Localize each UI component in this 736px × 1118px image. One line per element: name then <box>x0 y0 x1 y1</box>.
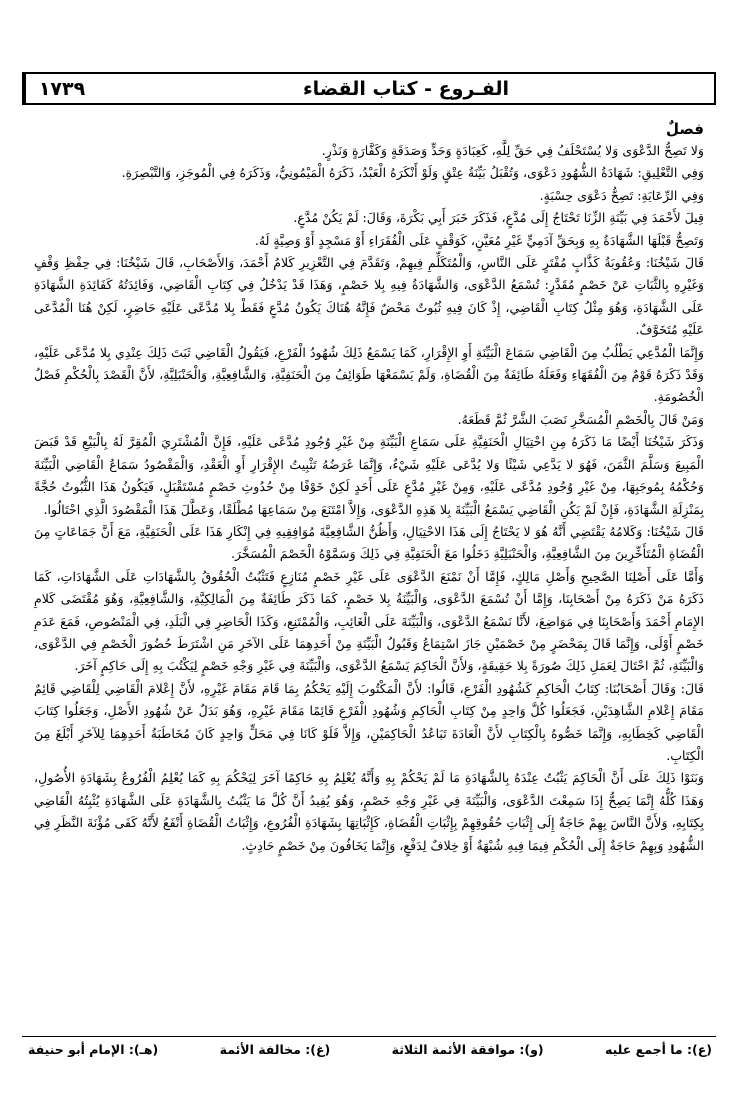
paragraph: قَالَ شَيْخُنَا: وَعُقُوبَةُ كَذَّابٍ مُفْتَرٍ عَلَى النَّاسِ، وَالْمُتَكَلِّمِ فِيهِمْ، وَتَقَدَّمَ فِي التَّعْزِيرِ كَلامُ أَحْمَدَ، وَالأَصْحَابِ، قَالَ شَيْخُنَا: فِي حِفْظِ وَقْفٍ وَغَيْرِهِ بِالثَّبَاتِ عَنْ خَصْمٍ مُقَدَّرٍ: تُسْمَعُ الدَّعْوَى، وَالشَّهَادَةُ فِيهِ بِلا خَصْمٍ، وَهَذَا قَدْ يَدْخُلُ فِي كِتَابِ الْقَاضِي، وَفَائِدَتُهُ كَفَائِدَةِ الشَّهَادَةِ عَلَى الشَّهَادَةِ، وَهُوَ مِثْلُ كِتَابِ الْقَاضِي، إِذْ كَانَ فِيهِ ثُبُوتٌ مَحْضٌ فَإِنَّهُ هُنَاكَ يَكُونُ مُدَّعٍ فَقَطْ بِلا مُدَّعًى عَلَيْهِ حَاضِرٍ، لَكِنْ هُنَا الْمُدَّعَى عَلَيْهِ مُتَخَوَّفٌ. <box>34 255 704 338</box>
paragraph: وَمَنْ قَالَ بِالْخَصْمِ الْمُسَخَّرِ نَصَبَ الشَّرَّ ثُمَّ قَطَعَهُ. <box>457 411 704 427</box>
paragraph: قِيلَ لأَحْمَدَ فِي بَيِّنَةِ الزِّنَا تَحْتَاجُ إِلَى مُدَّعٍ، فَذَكَرَ خَبَرَ أَبِي بَكْرَةَ، وَقَالَ: لَمْ يَكُنْ مُدَّعٍ. <box>293 210 704 226</box>
legend-ghain: (غ): مخالفة الأئمة <box>219 1042 331 1057</box>
legend-ain: (ع): ما أجمع عليه <box>605 1042 712 1057</box>
paragraph: وَفِي الرِّعَايَةِ: تَصِحُّ دَعْوَى حِسْبَةٍ. <box>539 187 704 203</box>
paragraph: وَأَمَّا عَلَى أَصْلِنَا الصَّحِيحِ وَأَصْلِ مَالِكٍ، فَإِمَّا أَنْ نَمْنَعَ الدَّعْوَى عَلَى غَيْرِ خَصْمٍ مُنَازِعٍ فَتَثْبُتُ الْحُقُوقُ بِالشَّهَادَاتِ عَلَى الشَّهَادَاتِ، كَمَا ذَكَرَهُ مَنْ ذَكَرَهُ مِنْ أَصْحَابِنَا، وَإِمَّا أَنْ تُسْمَعَ الدَّعْوَى، وَالْبَيِّنَةُ بِلا خَصْمٍ، كَمَا ذَكَرَ طَائِفَةٌ مِنَ الْمَالِكِيَّةِ، وَالشَّافِعِيَّةِ، وَهُوَ مُقْتَضَى كَلامِ الإِمَامِ أَحْمَدَ وَأَصْحَابِنَا فِي مَوَاضِعَ، لأَنَّا نَسْمَعُ الدَّعْوَى، وَالْبَيِّنَةَ عَلَى الْغَائِبِ، وَالْمُمْتَنِعِ، وَكَذَا الْحَاضِرِ فِي الْبَلَدِ، فِي الْمَنْصُوصِ، فَمَعَ عَدَمِ خَصْمٍ أَوْلَى، وَإِنَّمَا قَالَ بِمَحْضَرٍ مِنْ خَصْمَيْنِ جَازَ اسْتِمَاعُ وَقَبُولُ الْبَيِّنَةِ مِنْ أَحَدِهِمَا عَلَى الآخَرِ مَنِ اشْتَرَطَ حُضُورَ الْخَصْمِ فِي الدَّعْوَى، وَالْبَيِّنَةِ، ثُمَّ احْتَالَ لِعَمَلِ ذَلِكَ صُورَةً بِلا حَقِيقَةٍ، وَلأَنَّ الْحَاكِمَ يَسْمَعُ الدَّعْوَى، وَالْبَيِّنَةَ فِي غَيْرِ وَجْهِ خَصْمٍ لِيَكْتُبَ بِهِ إِلَى حَاكِمٍ آخَرَ. <box>34 568 704 674</box>
legend-ha: (هـ): الإمام أبو حنيفة <box>28 1042 159 1057</box>
body-text <box>34 118 704 857</box>
paragraph: وَتَصِحُّ قَبْلَهَا الشَّهَادَةُ بِهِ وَبِحَقِّ آدَمِيٍّ غَيْرِ مُعَيَّنٍ، كَوَقْفٍ عَلَى الْفُقَرَاءِ أَوْ مَسْجِدٍ أَوْ وَصِيَّةٍ لَهُ. <box>254 232 704 248</box>
footer-legend <box>28 1042 712 1057</box>
paragraph: وَإِنَّمَا الْمُدَّعِي يَطْلُبُ مِنَ الْقَاضِي سَمَاعَ الْبَيِّنَةِ أَوِ الإِقْرَارِ، كَمَا يَسْمَعُ ذَلِكَ شُهُودُ الْفَرْعِ، فَيَقُولُ الْقَاضِي ثَبَتَ ذَلِكَ عِنْدِي بِلا مُدَّعًى عَلَيْهِ، وَقَدْ ذَكَرَهُ قَوْمٌ مِنَ الْفُقَهَاءِ وَفَعَلَهُ طَائِفَةٌ مِنَ الْقُضَاةِ، وَلَمْ يَسْمَعْهَا طَوَائِفُ مِنَ الْحَنَفِيَّةِ، وَالشَّافِعِيَّةِ، وَالْحَنْبَلِيَّةِ، لأَنَّ الْقَصْدَ بِالْحُكْمِ فَصْلُ الْخُصُومَةِ. <box>34 344 704 405</box>
paragraph: قَالَ شَيْخُنَا: وَكَلامُهُ يَقْتَضِي أَنَّهُ هُوَ لا يَحْتَاجُ إِلَى هَذَا الاحْتِيَالِ، وَأَظُنُّ الشَّافِعِيَّةَ مُوَافِقِيهِ فِي إِنْكَارِ هَذَا عَلَى الْحَنَفِيَّةِ، مَعَ أَنَّ جَمَاعَاتٍ مِنَ الْقُضَاةِ الْمُتَأَخِّرِينَ مِنَ الشَّافِعِيَّةِ، وَالْحَنْبَلِيَّةِ دَخَلُوا مَعَ الْحَنَفِيَّةِ فِي ذَلِكَ وَسَمَّوْهُ الْخَصْمَ الْمُسَخَّرَ. <box>34 523 704 562</box>
paragraph: وَذَكَرَ شَيْخُنَا أَيْضًا مَا ذَكَرَهُ مِنِ احْتِيَالِ الْحَنَفِيَّةِ عَلَى سَمَاعِ الْبَيِّنَةِ مِنْ غَيْرِ وُجُودِ مُدَّعًى عَلَيْهِ، فَإِنَّ الْمُشْتَرِيَ الْمُقِرَّ لَهُ بِالْبَيْعِ قَدْ قَبَضَ الْمَبِيعَ وَسَلَّمَ الثَّمَنَ، فَهُوَ لا يَدَّعِي شَيْئًا وَلا يُدَّعَى عَلَيْهِ شَيْءٌ، وَإِنَّمَا غَرَضُهُ تَثْبِيتُ الإِقْرَارِ أَوِ الْعَقْدِ، وَالْمَقْصُودُ سَمَاعُ الْقَاضِي الْبَيِّنَةَ وَحُكْمُهُ بِمُوجَبِهَا، مِنْ غَيْرِ وُجُودِ مُدَّعًى عَلَيْهِ، وَمِنْ غَيْرِ مُدَّعٍ عَلَى أَحَدٍ لَكِنْ خَوْفًا مِنْ حُدُوثِ خَصْمٍ مُسْتَقْبَلٍ، فَيَكُونُ هَذَا الثُّبُوتُ حُجَّةً بِمَنْزِلَةِ الشَّهَادَةِ، فَإِنْ لَمْ يَكُنِ الْقَاضِي يَسْمَعُ الْبَيِّنَةَ بِلا هَذِهِ الدَّعْوَى، وَإِلاَّ امْتَنَعَ مِنْ سَمَاعِهَا مُطْلَقًا، وَعَطَّلَ هَذَا الْمَقْصُودَ الَّذِي احْتَالُوا. <box>34 434 704 517</box>
page-number: ١٧٣٩ <box>24 74 98 103</box>
section-title: فصلٌ <box>666 120 704 138</box>
header-title: الفـروع - كتاب القضاء <box>302 77 510 100</box>
paragraph: وَلا تَصِحُّ الدَّعْوَى وَلا يُسْتَحْلَفُ فِي حَقِّ لِلَّهِ، كَعِبَادَةٍ وَحَدٍّ وَصَدَقَةٍ وَكَفَّارَةٍ وَنَذْرٍ. <box>321 143 704 158</box>
paragraph: وَفِي التَّعْلِيقِ: شَهَادَةُ الشُّهُودِ دَعْوَى، وَتُقْبَلُ بَيِّنَةُ عِتْقٍ وَلَوْ أَنْكَرَهُ الْعَبْدُ، ذَكَرَهُ الْمَيْمُونِيُّ، وَذَكَرَهُ فِي الْمُوجَزِ، وَالتَّبْصِرَةِ. <box>121 165 704 181</box>
paragraph: وَبَنَوْا ذَلِكَ عَلَى أَنَّ الْحَاكِمَ يَثْبُتُ عِنْدَهُ بِالشَّهَادَةِ مَا لَمْ يَحْكُمْ بِهِ وَأَنَّهُ يُعْلِمُ بِهِ حَاكِمًا آخَرَ لِيَحْكُمَ بِهِ كَمَا يُعْلِمُ الْفُرُوعُ بِشَهَادَةِ الأُصُولِ، وَهَذَا كُلُّهُ إِنَّمَا يَصِحُّ إِذَا سَمِعْتَ الدَّعْوَى، وَالْبَيِّنَةَ فِي غَيْرِ وَجْهِ خَصْمٍ، وَهُوَ يُفِيدُ أَنَّ كُلَّ مَا يَثْبُتُ بِالشَّهَادَةِ عَلَى الشَّهَادَةِ يُثْبِتُهُ الْقَاضِي بِكِتَابِهِ، وَلأَنَّ النَّاسَ بِهِمْ حَاجَةٌ إِلَى إِثْبَاتِ حُقُوقِهِمْ بِإِثْبَاتِ الْقُضَاةِ، كَإِثْبَاتِهَا بِشَهَادَةِ الْفُرُوعِ، وَإِثْبَاتُ الْقُضَاةِ أَنْفَعُ لأَنَّهُ كَفَى مُؤْنَةَ النَّظَرِ فِي الشُّهُودِ وَبِهِمْ حَاجَةٌ إِلَى الْحُكْمِ فِيمَا فِيهِ شُبْهَةٌ أَوْ خِلافٌ لِدَفْعٍ، وَإِنَّمَا يَخَافُونَ مِنْ خَصْمٍ حَادِثٍ. <box>34 770 704 853</box>
page-header <box>22 72 716 105</box>
legend-waw: (و): موافقة الأئمة الثلاثة <box>391 1042 544 1057</box>
footer-divider <box>22 1036 716 1037</box>
paragraph: قَالَ: وَقَالَ أَصْحَابُنَا: كِتَابُ الْحَاكِمِ كَشُهُودِ الْفَرْعِ، قَالُوا: لأَنَّ الْمَكْتُوبَ إِلَيْهِ يَحْكُمُ بِمَا قَامَ مَقَامَ غَيْرِهِ، لأَنَّ إِعْلامَ الْقَاضِي لِلْقَاضِي قَائِمٌ مَقَامَ إِعْلامِ الشَّاهِدَيْنِ، فَجَعَلُوا كُلَّ وَاحِدٍ مِنْ كِتَابِ الْحَاكِمِ وَشُهُودِ الْفَرْعِ قَائِمًا مَقَامَ غَيْرِهِ، وَهُوَ بَدَلٌ عَنْ شُهُودِ الأَصْلِ، وَجَعَلُوا كِتَابَ الْقَاضِي كَخِطَابِهِ، وَإِنَّمَا خَصُّوهُ بِالْكِتَابِ لأَنَّ الْعَادَةَ تَبَاعُدُ الْحَاكِمَيْنِ، وَإِلاَّ فَلَوْ كَانَا فِي مَحَلٍّ وَاحِدٍ كَانَ مُخَاطَبَةُ أَحَدِهِمَا لِلآخَرِ أَبْلَغَ مِنَ الْكِتَابِ. <box>34 680 704 763</box>
